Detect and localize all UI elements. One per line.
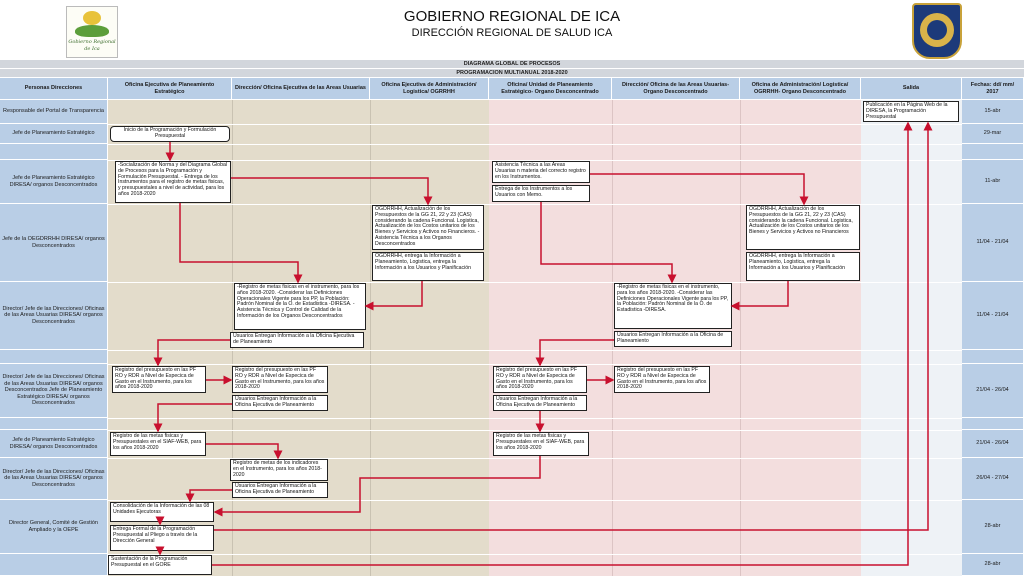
row-divider [108,554,962,555]
row-label: Jefe de Planeamiento Estratégico DIRESA/ organos Desconcentrados [0,160,108,204]
box-registro-pres-b: Registro del presupuesto en las PF RO y RDR a Nivel de Especica de Gasto en el Instrumento, para los años 2018-2020 [232,366,328,393]
box-usuarios-entregan-1: Usuarios Entregan Información a la Oficina Ejecutiva de Planeamiento [230,332,364,348]
lane-divider [740,100,741,576]
box-ogdrrhh-od-2: OGDRRHH, entrega la Información a Planeamiento, Logistica, entrega la Información a los Usuarios y Planificación [746,252,860,281]
row-label [0,350,108,364]
row-label: Jefe de Planeamiento Estratégico DIRESA/ organos Desconcentrados [0,430,108,458]
row-date: 21/04 - 26/04 [962,430,1024,458]
diagram-title: DIAGRAMA GLOBAL DE PROCESOS [0,60,1024,69]
col-header-salida: Salida [861,78,962,100]
row-label: Jefe de la OEGDRRHH DIRESA/ organos Desconcentrados [0,204,108,282]
row-label [0,554,108,576]
box-registro-pres-c: Registro del presupuesto en las PF RO y RDR a Nivel de Especica de Gasto en el Instrumento, para los años 2018-2020 [493,366,587,393]
col-header-areas-usuarias: Dirección/ Oficina Ejecutiva de las Areas Usuarias [232,78,370,100]
box-publicacion: Publicación en la Página Web de la DIRESA, la Programación Presupuestal [863,101,959,122]
row-date: 11/04 - 21/04 [962,204,1024,282]
row-divider [108,418,962,419]
box-ogdrrhh-1: OGDRRHH, Actualización de los Presupuestos de la GG 21, 22 y 23 (CAS) considerando la cadena Funcional. Logistica, Actualización de los Costos unitarios de los Bienes y Servicios y Activos no Financieros. -Asistencia Técnica a los Organos Desconcentrados [372,205,484,250]
col-header-planeamiento-od: Oficina/ Unidad de Planeamiento Estratégico- Organo Desconcentrado [489,78,612,100]
row-date: 11/04 - 21/04 [962,282,1024,350]
box-ogdrrhh-2: OGDRRHH, entrega la Información a Planeamiento, Logistica, entrega la Información a los Usuarios y Planificación [372,252,484,281]
row-label: Director/ Jefe de las Direcciones/ Oficinas de las Areas Usuarias DIRESA/ organos Desconcentrados [0,282,108,350]
row-date: 11-abr [962,160,1024,204]
box-usuarios-entregan-od: Usuarios Entregan Información a la Oficina de Planeamiento [614,331,732,347]
diresa-shield-logo [912,3,962,59]
box-registro-pres-a: Registro del presupuesto en las PF RO y RDR a Nivel de Especica de Gasto en el Instrumento, para los años 2018-2020 [112,366,206,393]
col-header-personas: Personas Direcciones [0,78,108,100]
row-date [962,144,1024,160]
row-divider [108,430,962,431]
page-subtitle: DIRECCIÓN REGIONAL DE SALUD ICA [411,27,613,39]
box-inicio: Inicio de la Programación y Formulación Presupuestal [110,126,230,142]
zone-salida [861,100,962,576]
box-usuarios-entregan-2: Usuarios Entregan Información a la Oficina Ejecutiva de Planeamiento [232,395,328,411]
row-label [0,418,108,430]
box-registro-metas-od: -Registro de metas fisicas en el instrumento, para los años 2018-2020. -Considerar las Definiciones Operacionales Vigente para los PP, la Población: Padrón Nominal de la O. de Estadistica -DIRESA. [614,283,732,329]
row-divider [108,124,962,125]
box-entrega-od: Entrega de los Instrumentos a los Usuarios con Memo. [492,185,590,202]
box-registro-metas-1: -Registro de metas fisicas en el instrumento, para los años 2018-2020. -Considerar las Definiciones Operacionales Vigente para los PP, la Población: Padrón Nominal de la O. de Estadistica -DIRESA. -Asistencia Técnica y Control de Calidad de la Información de los Organos Desconcentrados [234,283,366,330]
row-label: Responsable del Portal de Transparencia [0,100,108,124]
row-label: Director/ Jefe de las Direcciones/ Oficinas de las Areas Usuarias DIRESA/ organos Desconcentrados [0,458,108,500]
box-registro-siaf-b: Registro de las metas fisicas y Presupuestales en el SIAF-WEB, para los años 2018-2020 [493,432,589,456]
box-consolidacion: Consolidación de la Información de las 08 Unidades Ejecutoras [110,502,214,522]
row-divider [108,350,962,351]
row-date: 15-abr [962,100,1024,124]
row-date: 26/04 - 27/04 [962,458,1024,500]
box-usuarios-entregan-3: Usuarios Entregan Información a la Oficina Ejecutiva de Planeamiento [232,482,328,498]
box-sustentacion: Sustentación de la Programación Presupuestal en el GORE [108,555,212,575]
lane-divider [370,100,371,576]
box-registro-siaf-a: Registro de las metas fisicas y Presupuestales en el SIAF-WEB, para los años 2018-2020 [110,432,206,456]
col-header-fechas: Fechas: dd/ mm/ 2017 [962,78,1024,100]
box-socializacion: -Socialización de Norma y del Diagrama Global de Procesos para la Programación y Formulación Presupuestal. - Entrega de los Instrumentos para el registro de metas fisicas, y presupuestales a nivel de actividad, para los años 2018-2020 [115,161,231,203]
col-header-administracion-od: Oficina de Administración/ Logistica/ OGRRHH- Organo Desconcentrado [740,78,861,100]
col-header-administracion: Oficina Ejecutiva de Administración/ Logistica/ OGRRHH [370,78,489,100]
col-header-areas-usuarias-od: Dirección/ Oficina de las Areas Usuarias- Organo Desconcentrado [612,78,740,100]
row-date: 28-abr [962,500,1024,554]
row-date [962,350,1024,364]
box-entrega-formal: Entrega Formal de la Programación Presupuestal al Pliego a través de la Dirección General [110,525,214,551]
page-title: GOBIERNO REGIONAL DE ICA [403,8,621,25]
lane-divider [612,100,613,576]
box-usuarios-entregan-od2: Usuarios Entregan Información a la Oficina Ejecutiva de Planeamiento [493,395,587,411]
row-date: 28-abr [962,554,1024,576]
row-divider [108,144,962,145]
row-divider [108,500,962,501]
row-date: 21/04 - 26/04 [962,364,1024,418]
diagram-subtitle: PROGRAMACION MULTIANUAL 2018-2020 [0,69,1024,78]
box-ogdrrhh-od-1: OGDRRHH, Actualización de los Presupuestos de la GG 21, 22 y 23 (CAS) considerando la cadena Funcional. Logistica, Actualización de los Costos unitarios de los Bienes y Servicios y Activos no Financieros [746,205,860,250]
box-asistencia-od: Asistencia Técnica a las Areas Usuarias n materia del correcto registro en los Instrumentos. [492,161,590,183]
row-label [0,144,108,160]
page-header [0,0,1024,60]
box-registro-pres-d: Registro del presupuesto en las PF RO y RDR a Nivel de Especica de Gasto en el Instrumento, para los años 2018-2020 [614,366,710,393]
row-label: Jefe de Planeamiento Estratégico [0,124,108,144]
row-label: Director General, Comité de Gestión Ampliado y la OEPE [0,500,108,554]
row-divider [108,364,962,365]
col-header-oepe: Oficina Ejecutiva de Planeamiento Estratégico [108,78,232,100]
row-label: Director/ Jefe de las Direcciones/ Oficinas de las Areas Usuarias DIRESA/ organos Desconcentrados Jefe de Planeamiento Estratégico DIRESA/ organos Desconcentrados [0,364,108,418]
shield-inner-icon [927,20,947,40]
box-registro-indicadores: Registro de metas de los indicadores en el Instrumento, para los años 2018-2020 [230,459,328,481]
logo-text: Gobierno Regional de Ica [68,39,116,52]
row-date: 29-mar [962,124,1024,144]
row-date [962,418,1024,430]
